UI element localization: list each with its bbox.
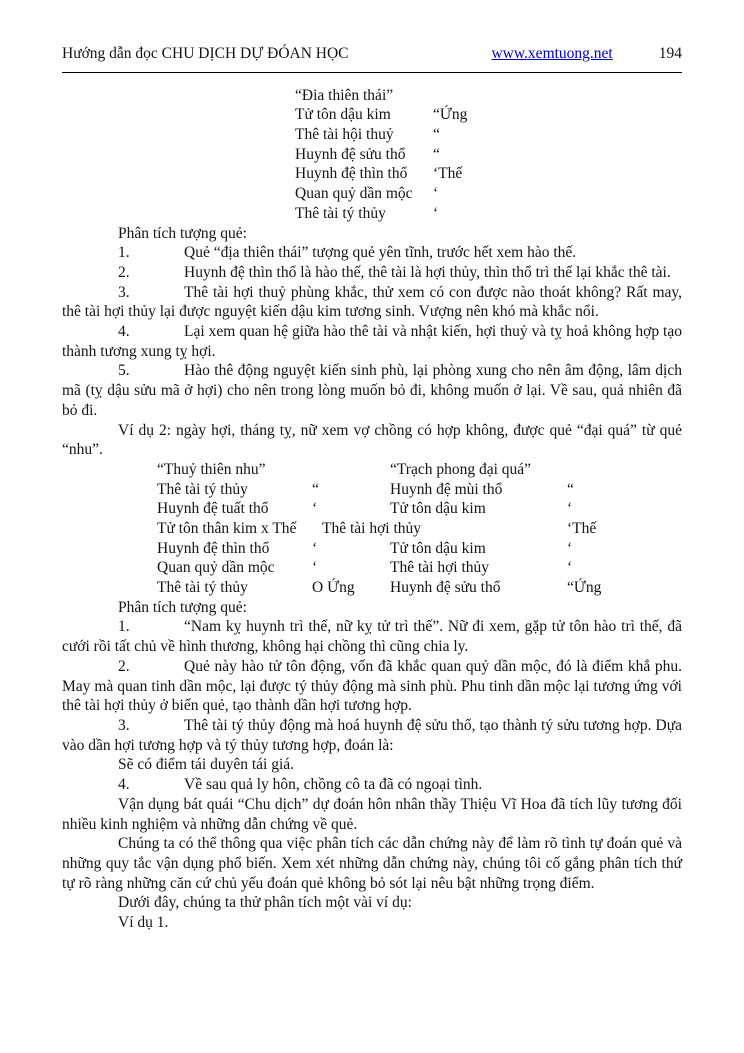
closing-paragraph: Vận dụng bát quái “Chu dịch” dự đoán hôn nhân thầy Thiệu Vĩ Hoa đã tích lũy tương đối nhiều kinh nghiệm và những dẫn chứng về quẻ. [62, 795, 682, 833]
hexagram-line-label: Thê tài tý thủy [157, 480, 248, 498]
hexagram-line-label: Thê tài hội thuỷ [295, 126, 394, 144]
analysis-item [62, 775, 682, 795]
closing-paragraph: Dưới đây, chúng ta thử phân tích một vài ví dụ: [118, 894, 412, 912]
hexagram-line-mark: “ [433, 145, 440, 163]
hexagram-line [62, 519, 682, 539]
item-number: 3. [118, 283, 130, 301]
hexagram-line-mark: ‘ [312, 539, 318, 557]
hexagram-line-mark: ‘ [567, 539, 573, 557]
page-header [0, 0, 744, 64]
item-number: 2. [118, 263, 130, 281]
hexagram-line-label: Tử tôn thân kim x Thế [157, 520, 297, 538]
hexagram-line-label: Huynh đệ mùi thổ [390, 480, 503, 498]
hexagram-line-mark: ‘ [312, 500, 318, 518]
hexagram-line [62, 105, 682, 125]
header-title: Hướng dẫn đọc CHU DỊCH DỰ ĐÓAN HỌC [62, 45, 349, 62]
hexagram-line-label: Quan quỷ dần mộc [295, 185, 413, 203]
hexagram-line-label: Huynh đệ sửu thổ [390, 579, 501, 597]
analysis-item [62, 283, 682, 322]
hexagram-line-mark: ‘ [567, 559, 573, 577]
hexagram-line-mark: ‘ [312, 559, 318, 577]
hexagram-line-label: Huynh đệ sửu thổ [295, 145, 406, 163]
hexagram-line-label: Thê tài hợi thủy [390, 559, 490, 577]
hexagram-line-label: Thê tài tý thủy [295, 204, 386, 222]
hexagram-line-label: Thê tài hợi thủy [322, 520, 422, 538]
hexagram-line-mark: ‘ [433, 204, 439, 222]
hexagram-title: “Trạch phong đại quá” [390, 460, 532, 478]
page-body [0, 73, 744, 933]
hexagram-line [62, 499, 682, 519]
page-number: 194 [658, 45, 682, 62]
item-number: 4. [118, 776, 130, 794]
item-text: Hào thê động nguyệt kiến sinh phù, lại phòng xung cho nên âm động, lâm dịch mã (tỵ dậu sửu mã ở hợi) cho nên trong lòng muốn bỏ đi, không muốn ở lại. Về sau, quả nhiên đã bỏ đi. [62, 362, 682, 419]
item-text: Thê tài hợi thuỷ phùng khắc, thử xem có con được nào thoát không? Rất may, thê tài hợi thủy lại được nguyệt kiến dậu kim tương sinh. Vượng nên khó mà khắc nổi. [62, 283, 682, 321]
analysis-item [62, 243, 682, 263]
analysis-item [62, 617, 682, 656]
hexagram-line-mark: “Ứng [567, 579, 602, 597]
hexagram-line-mark: “Ứng [433, 106, 468, 124]
hexagram-line-label: Tử tôn dậu kim [390, 500, 486, 518]
analysis-item [62, 716, 682, 755]
hexagram-line-mark: O Ứng [312, 579, 355, 597]
item-text: Quẻ này hào tử tôn động, vốn đã khắc quan quỷ dần mộc, đó là điểm khắ phu. May mà quan tinh dần mộc, lại được tý thủy động mà sinh phù. Phu tinh dần mộc lại tương ứng với thê tài hợi thủy ở biến quẻ, tạo thành dần hợi tương hợp. [62, 657, 682, 715]
item-number: 3. [118, 716, 130, 734]
item-text: Về sau quả ly hôn, chồng cô ta đã có ngoại tình. [184, 776, 483, 794]
hexagram-line [62, 164, 682, 184]
hexagram-line-label: Quan quỷ dần mộc [157, 559, 275, 577]
hexagram-line [62, 125, 682, 145]
hexagram-pair-nhu-dai-qua [62, 460, 682, 598]
hexagram-line [62, 480, 682, 500]
hexagram-line [62, 558, 682, 578]
item-text: Quẻ “địa thiên thái” tượng quẻ yên tĩnh, trước hết xem hào thế. [184, 244, 577, 262]
item-number: 5. [118, 362, 130, 380]
closing-paragraph: Chúng ta có thể thông qua việc phân tích các dẫn chứng này để làm rõ tình tự đoán quẻ và những quy tắc vận dụng phổ biến. Xem xét những dẫn chứng này, chúng tôi cố gắng phân tích thứ tự rõ ràng những căn cứ chủ yếu đoán quẻ không bỏ sót lại nêu bật những trọng điểm. [62, 835, 682, 892]
analysis-conclusion: Sẽ có điểm tái duyên tái giá. [118, 756, 295, 774]
analysis-item [62, 361, 682, 420]
hexagram-line-label: Huynh đệ thìn thổ [295, 165, 408, 183]
example2-intro: Ví dụ 2: ngày hợi, tháng tỵ, nữ xem vợ chồng có hợp không, được quẻ “đại quá” từ quẻ “nhu”. [62, 421, 682, 459]
item-number: 4. [118, 323, 130, 341]
website-link[interactable]: www.xemtuong.net [491, 45, 613, 62]
item-text: Lại xem quan hệ giữa hào thê tài và nhật kiến, hợi thuỷ và tỵ hoả không hợp tạo thành tương xung tỵ hợi. [62, 323, 682, 360]
hexagram-line-mark: “ [312, 480, 319, 498]
analysis-item [62, 322, 682, 361]
hexagram-line-label: Huynh đệ tuất thổ [157, 500, 269, 518]
item-text: “Nam kỵ huynh trì thế, nữ kỵ tử trì thế”. Nữ đi xem, gặp tử tôn hào trì thế, đã cưới rồi tất chủ về hình thương, không hại chồng thì cũng chia ly. [62, 618, 682, 656]
hexagram-line-mark: ‘ [567, 500, 573, 518]
item-number: 2. [118, 657, 130, 675]
hexagram-line-mark: “ [567, 480, 574, 498]
hexagram-line-label: Tử tôn dậu kim [390, 539, 486, 557]
hexagram-title: “Đia thiên thái” [295, 86, 394, 104]
example1-label: Ví dụ 1. [118, 914, 169, 932]
analysis-heading: Phân tích tượng quẻ: [118, 598, 247, 616]
hexagram-line-label: Thê tài tý thủy [157, 579, 248, 597]
hexagram-dia-thien-thai [62, 86, 682, 224]
hexagram-line-label: Huynh đệ thìn thổ [157, 539, 270, 557]
hexagram-line-mark: ‘ [433, 185, 439, 203]
hexagram-line-mark: ‘Thế [433, 165, 463, 183]
hexagram-title: “Thuỷ thiên nhu” [157, 460, 266, 478]
item-number: 1. [118, 244, 130, 262]
hexagram-line-label: Tử tôn dậu kim [295, 106, 391, 124]
hexagram-line [62, 204, 682, 224]
item-number: 1. [118, 618, 130, 636]
hexagram-line [62, 578, 682, 598]
item-text: Huynh đệ thìn thổ là hào thế, thê tài là hợi thủy, thìn thổ trì thế lại khắc thê tài. [184, 263, 671, 281]
hexagram-line [62, 145, 682, 165]
item-text: Thê tài tý thủy động mà hoá huynh đệ sửu thổ, tạo thành tý sửu tương hợp. Dựa vào dần hợi tương hợp và tý thủy tương hợp, đoán là: [62, 716, 682, 754]
analysis-heading: Phân tích tượng quẻ: [118, 224, 247, 242]
analysis-item [62, 657, 682, 716]
hexagram-line-mark: ‘Thế [567, 520, 597, 538]
analysis-item [62, 263, 682, 283]
hexagram-line-mark: “ [433, 126, 440, 144]
hexagram-line [62, 184, 682, 204]
hexagram-line [62, 539, 682, 559]
